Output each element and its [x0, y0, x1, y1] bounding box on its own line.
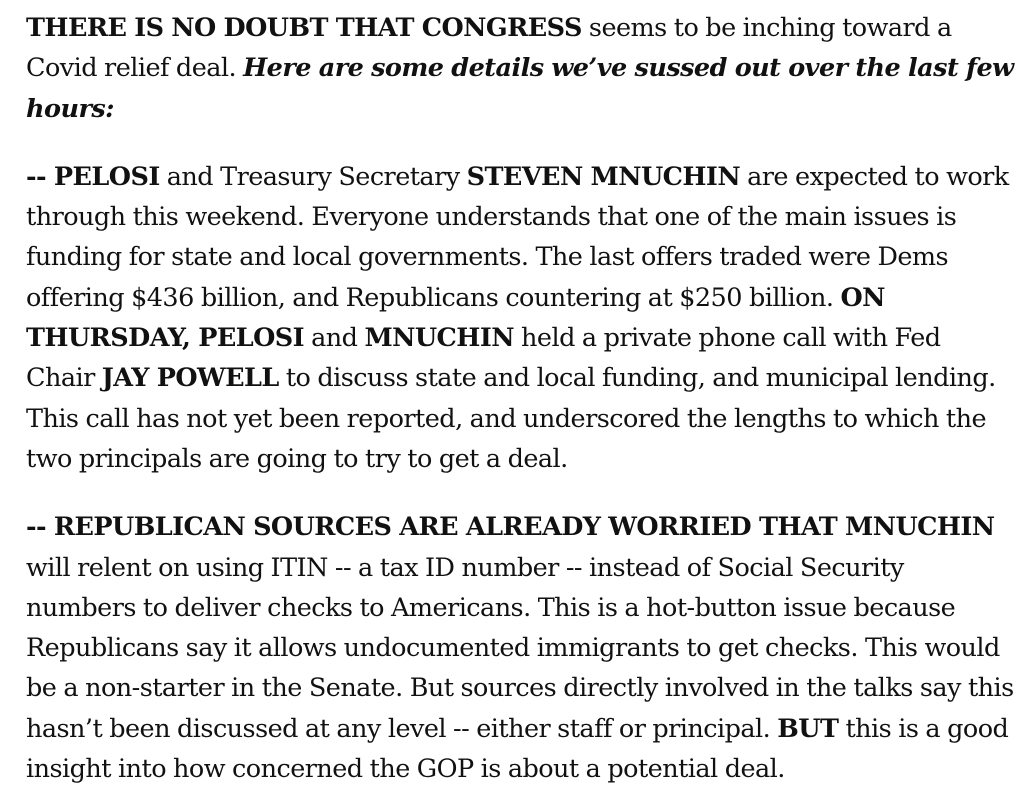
- text-run-bold: THERE IS NO DOUBT THAT CONGRESS: [26, 13, 582, 43]
- text-run-bold: ON THURSDAY, PELOSI: [26, 282, 885, 354]
- text-run: and Treasury Secretary: [159, 161, 467, 192]
- text-run-bold-italic: Here are some details we’ve sussed out over the last few hours:: [26, 53, 1014, 124]
- text-run: will relent on using ITIN -- a tax ID number -- instead of Social Security numbers to deliver checks to Americans. This is a hot-button issue because Republicans say it allows undocumented immigrants to get checks. This would be a non-starter in the Senate. But sources directly involved in the talks say this hasn’t been discussed at any level -- either staff or principal.: [26, 552, 1014, 744]
- text-run-bold: JAY POWELL: [101, 363, 279, 394]
- text-run-bold: -- PELOSI: [26, 161, 160, 192]
- article-body: [26, 8, 1016, 789]
- text-run: to discuss state and local funding, and municipal lending. This call has not yet been reported, and underscored the lengths to which the two principals are going to try to get a deal.: [26, 363, 996, 474]
- paragraph-republican-sources: [26, 507, 1016, 789]
- paragraph-pelosi-mnuchin: [26, 157, 1016, 479]
- text-run: seems to be inching toward a Covid relief deal.: [26, 13, 952, 84]
- text-run-bold: MNUCHIN: [364, 323, 514, 354]
- text-run-bold: BUT: [777, 713, 839, 744]
- text-run: and: [304, 323, 365, 354]
- paragraph-intro: [26, 8, 1016, 129]
- text-run: this is a good insight into how concerned the GOP is about a potential deal.: [26, 713, 1009, 785]
- text-run-bold: STEVEN MNUCHIN: [466, 161, 741, 192]
- text-run: held a private phone call with Fed Chair: [26, 323, 941, 394]
- text-run: are expected to work through this weekend. Everyone understands that one of the main issues is funding for state and local governments. The last offers traded were Dems offering $436 billion, and Republicans countering at $250 billion.: [26, 161, 1009, 313]
- text-run-bold: -- REPUBLICAN SOURCES ARE ALREADY WORRIED THAT MNUCHIN: [26, 512, 995, 543]
